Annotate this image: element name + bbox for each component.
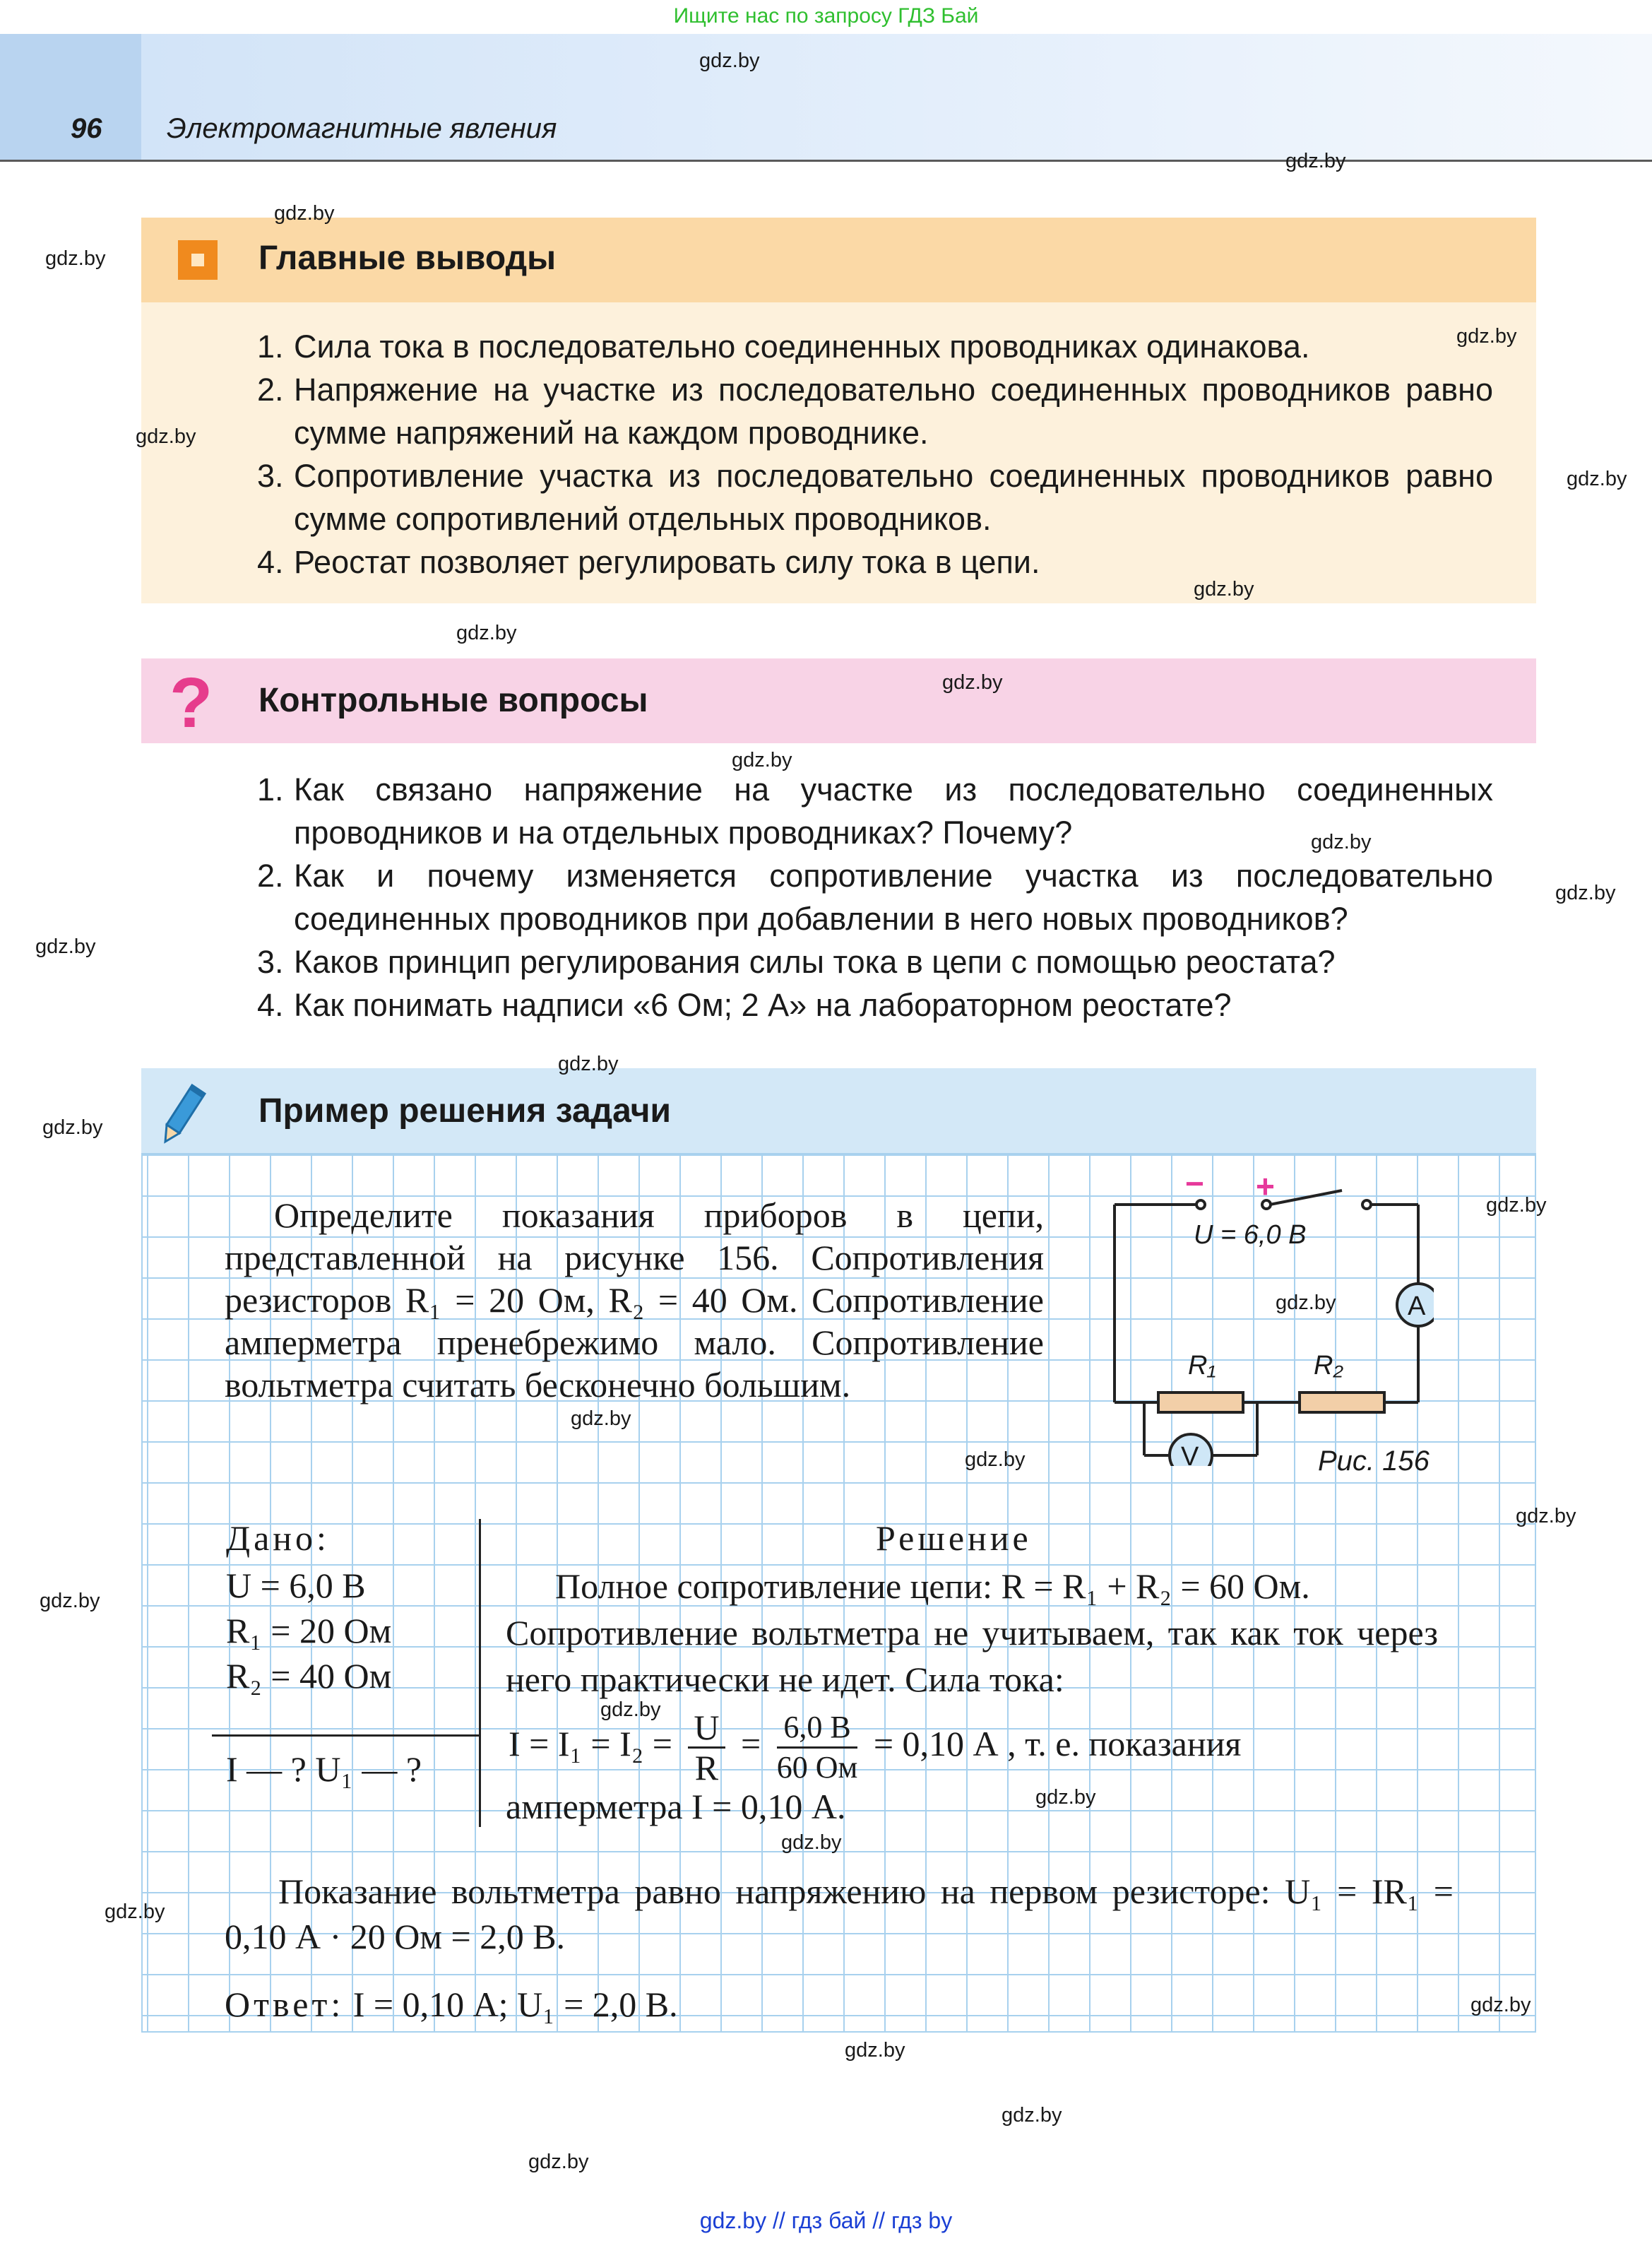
r1-label: R₁	[1188, 1351, 1216, 1380]
problem-text: Определите показания приборов в цепи, представленной на рисунке 156. Сопротивления резисторов R₁ = 20 Ом, R₂ = 40 Ом. Сопротивление амперметра пренебрежимо мало. Сопротивление вольтметра считать бесконечно большим.	[225, 1195, 1044, 1405]
watermark: gdz.by	[274, 202, 335, 225]
footer-links[interactable]: gdz.by // гдз бай // гдз by	[699, 2208, 953, 2233]
list-item: 4. Реостат позволяет регулировать силу тока в цепи.	[257, 544, 1040, 580]
answer	[225, 1984, 678, 2025]
given-label: Дано:	[226, 1518, 330, 1558]
watermark: gdz.by	[1194, 578, 1254, 601]
conclusions-list	[257, 325, 1493, 584]
watermark: gdz.by	[35, 935, 96, 958]
voltmeter-label: V	[1181, 1442, 1199, 1466]
conclusions-title: Главные выводы	[259, 240, 557, 277]
given-divider	[212, 1734, 480, 1737]
watermark: gdz.by	[1470, 1994, 1531, 2016]
header-divider	[0, 160, 1652, 162]
watermark: gdz.by	[942, 671, 1003, 694]
watermark: gdz.by	[965, 1448, 1026, 1471]
plus-sign: +	[1256, 1169, 1275, 1205]
watermark: gdz.by	[845, 2039, 905, 2062]
answer-value: I = 0,10 А; U₁ = 2,0 В.	[352, 1985, 678, 2024]
watermark: gdz.by	[699, 49, 760, 72]
questions-title: Контрольные вопросы	[259, 682, 648, 719]
watermark: gdz.by	[1276, 1291, 1336, 1314]
circuit-diagram	[1102, 1169, 1434, 1466]
given-item: U = 6,0 В	[226, 1566, 366, 1605]
top-banner[interactable]: Ищите нас по запросу ГДЗ Бай	[673, 4, 979, 28]
given-item: R₂ = 40 Ом	[226, 1656, 392, 1696]
questions-list	[257, 768, 1493, 1027]
watermark: gdz.by	[136, 425, 196, 448]
watermark: gdz.by	[1456, 325, 1517, 348]
answer-label: Ответ:	[225, 1985, 345, 2024]
figure-caption: Рис. 156	[1318, 1445, 1430, 1477]
list-item: 3. Каков принцип регулирования силы тока в цепи с помощью реостата?	[257, 944, 1336, 980]
voltage-label: U = 6,0 В	[1194, 1220, 1307, 1250]
pencil-icon	[161, 1081, 210, 1145]
ammeter-reading: амперметра I = 0,10 А.	[506, 1787, 846, 1826]
given-vertical-divider	[479, 1519, 481, 1827]
watermark: gdz.by	[558, 1053, 619, 1075]
question-mark-icon: ?	[170, 663, 213, 743]
watermark: gdz.by	[1002, 2104, 1062, 2127]
given-item: R₁ = 20 Ом	[226, 1611, 392, 1650]
watermark: gdz.by	[1555, 882, 1616, 904]
watermark: gdz.by	[1311, 831, 1372, 853]
watermark: gdz.by	[528, 2151, 589, 2173]
page-number: 96	[71, 113, 102, 144]
minus-sign: −	[1185, 1169, 1204, 1202]
watermark: gdz.by	[1516, 1505, 1576, 1527]
resistor-r2	[1300, 1393, 1384, 1412]
list-item: 2. Напряжение на участке из последовательно соединенных проводников равно сумме напряжений на каждом проводнике.	[257, 372, 1493, 451]
watermark: gdz.by	[42, 1116, 103, 1139]
unknown-quantities: I — ? U₁ — ?	[226, 1749, 422, 1789]
chapter-title: Электромагнитные явления	[167, 113, 557, 144]
solution-label: Решение	[876, 1518, 1032, 1558]
list-item: 4. Как понимать надписи «6 Ом; 2 А» на лабораторном реостате?	[257, 987, 1232, 1023]
list-item: 2. Как и почему изменяется сопротивление участка из последовательно соединенных проводников при добавлении в него новых проводников?	[257, 858, 1493, 937]
watermark: gdz.by	[1035, 1786, 1096, 1809]
example-title: Пример решения задачи	[259, 1092, 672, 1130]
list-item: 3. Сопротивление участка из последовательно соединенных проводников равно сумме сопротивлений отдельных проводников.	[257, 458, 1493, 537]
watermark: gdz.by	[1285, 150, 1346, 172]
watermark: gdz.by	[732, 749, 792, 771]
watermark: gdz.by	[781, 1831, 842, 1854]
r2-label: R₂	[1314, 1351, 1343, 1380]
voltmeter-text: Показание вольтметра равно напряжению на первом резисторе: U₁ = IR₁ = 0,10 А · 20 Ом = 2,0 В.	[225, 1872, 1454, 1956]
watermark: gdz.by	[40, 1590, 100, 1612]
square-bullet-icon	[178, 240, 218, 280]
current-formula: I = I₁ = I₂ = $\frac{U}{R}$ = $\frac{6,0 В}{60 Ом}$ = 0,10 А , т. е. показания	[509, 1708, 1242, 1787]
watermark: gdz.by	[105, 1900, 165, 1923]
given-list	[226, 1563, 391, 1698]
watermark: gdz.by	[1486, 1194, 1547, 1217]
watermark: gdz.by	[45, 247, 106, 270]
list-item: 1. Как связано напряжение на участке из последовательно соединенных проводников и на отдельных проводниках? Почему?	[257, 771, 1493, 851]
fraction-values: $\frac{6,0 В}{60 Ом}$	[776, 1710, 858, 1785]
watermark: gdz.by	[1567, 468, 1627, 490]
solution-text: Полное сопротивление цепи: R = R₁ + R₂ = 60 Ом. Сопротивление вольтметра не учитываем, так как ток через него практически не идет. Сила тока:	[506, 1566, 1438, 1699]
resistor-r1	[1158, 1393, 1243, 1412]
watermark: gdz.by	[571, 1407, 631, 1430]
list-item: 1. Сила тока в последовательно соединенных проводниках одинакова.	[257, 329, 1310, 365]
ammeter-label: A	[1408, 1291, 1426, 1321]
fraction-u-over-r: $\frac{U}{R}$	[688, 1708, 725, 1787]
watermark: gdz.by	[456, 622, 517, 644]
watermark: gdz.by	[600, 1698, 661, 1721]
